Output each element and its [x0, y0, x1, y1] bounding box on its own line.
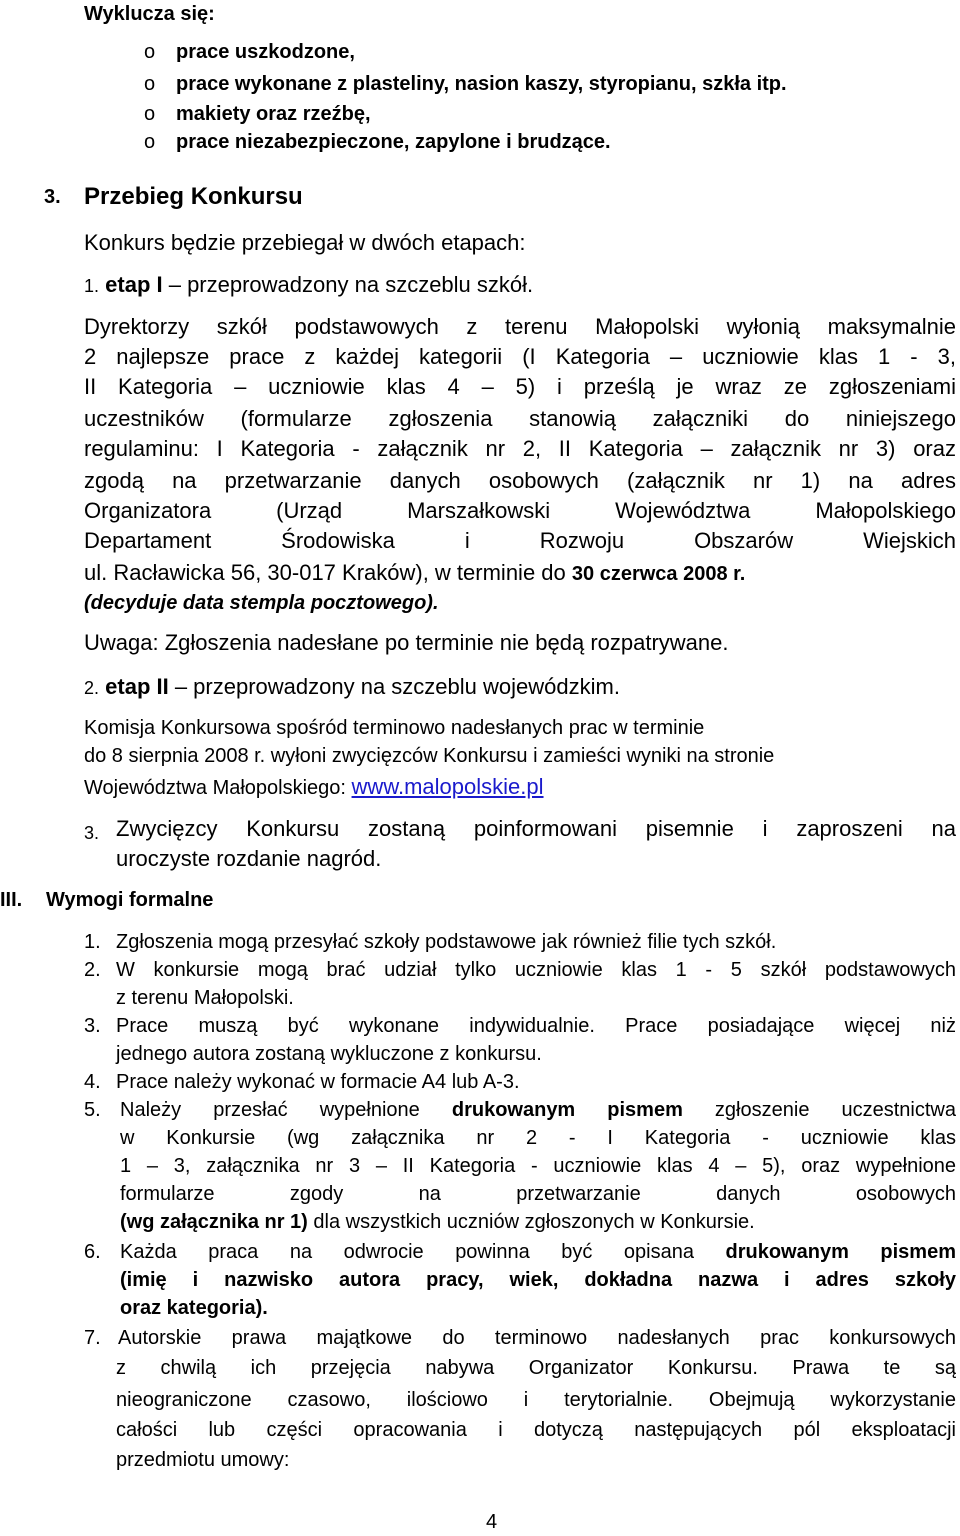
paragraph-line: II Kategoria – uczniowie klas 4 – 5) i prześlą je wraz ze zgłoszeniami — [84, 374, 956, 399]
requirement-number: 7. — [84, 1327, 101, 1349]
requirement-line — [120, 1096, 956, 1124]
stage-2-number: 2. — [84, 678, 100, 698]
section-iii-title: Wymogi formalne — [46, 889, 214, 911]
paragraph-line: uczestników (formularze zgłoszenia stanowią załączniki do niniejszego — [84, 406, 956, 431]
requirement-line: z terenu Małopolski. — [116, 987, 294, 1009]
requirement-number: 5. — [84, 1099, 101, 1121]
stage-2-label: etap II — [105, 674, 169, 699]
commission-line-link — [84, 772, 544, 803]
point-3-line: uroczyste rozdanie nagród. — [116, 846, 382, 871]
requirement-line: Zgłoszenia mogą przesyłać szkoły podstawowe jak również filie tych szkół. — [116, 931, 777, 953]
requirement-line: przedmiotu umowy: — [116, 1449, 290, 1471]
stage-1 — [84, 270, 533, 301]
requirement-text: zgłoszenie uczestnictwa — [682, 1099, 956, 1121]
requirement-number: 3. — [84, 1015, 101, 1037]
website-link[interactable]: www.malopolskie.pl — [351, 774, 544, 799]
paragraph-line: Dyrektorzy szkół podstawowych z terenu Małopolski wyłonią maksymalnie — [84, 314, 956, 339]
stage-2-text: – przeprowadzony na szczeblu wojewódzkim. — [168, 674, 620, 699]
excludes-item: makiety oraz rzeźbę, — [176, 103, 371, 125]
requirement-line: oraz kategoria). — [120, 1297, 268, 1319]
requirement-text: dla wszystkich uczniów zgłoszonych w Konkursie. — [307, 1211, 755, 1233]
requirement-line: 1 – 3, załącznika nr 3 – II Kategoria - uczniowie klas 4 – 5), oraz wypełnione — [120, 1155, 956, 1177]
requirement-line: formularze zgody na przetwarzanie danych osobowych — [120, 1183, 956, 1205]
excludes-item: prace uszkodzone, — [176, 41, 355, 63]
section-3-number: 3. — [44, 186, 61, 208]
paragraph-line: 2 najlepsze prace z każdej kategorii (I Kategoria – uczniowie klas 1 - 3, — [84, 344, 956, 369]
commission-text: Województwa Małopolskiego: — [84, 777, 352, 799]
excludes-heading: Wyklucza się: — [84, 3, 215, 25]
requirement-line: całości lub części opracowania i dotyczą następujących pól eksploatacji — [116, 1419, 956, 1441]
requirement-line — [120, 1208, 755, 1236]
paragraph-line: regulaminu: I Kategoria - załącznik nr 2, II Kategoria – załącznik nr 3) oraz — [84, 436, 956, 461]
excludes-item: prace wykonane z plasteliny, nasion kaszy, styropianu, szkła itp. — [176, 73, 787, 95]
commission-line: Komisja Konkursowa spośród terminowo nadesłanych prac w terminie — [84, 717, 705, 739]
requirement-line: Prace muszą być wykonane indywidualnie. Prace posiadające więcej niż — [116, 1015, 956, 1037]
requirement-bold: (wg załącznika nr 1) — [120, 1211, 308, 1233]
stage-1-number: 1. — [84, 276, 100, 296]
section-3-title: Przebieg Konkursu — [84, 183, 303, 210]
section-3-intro: Konkurs będzie przebiegał w dwóch etapach: — [84, 230, 526, 255]
commission-line: do 8 sierpnia 2008 r. wyłoni zwycięzców Konkursu i zamieści wyniki na stronie — [84, 745, 775, 767]
stage-2 — [84, 672, 620, 703]
point-3-number: 3. — [84, 823, 100, 843]
point-3-line: Zwycięzcy Konkursu zostaną poinformowani pisemnie i zaproszeni na — [116, 816, 956, 841]
requirement-line: W konkursie mogą brać udział tylko uczniowie klas 1 - 5 szkół podstawowych — [116, 959, 956, 981]
requirement-bold: drukowanym pismem — [451, 1099, 683, 1121]
requirement-line — [120, 1238, 956, 1266]
requirement-line: z chwilą ich przejęcia nabywa Organizator Konkursu. Prawa te są — [116, 1357, 956, 1379]
requirement-bold: drukowanym pismem — [725, 1241, 956, 1263]
excludes-item: prace niezabezpieczone, zapylone i brudzące. — [176, 131, 611, 153]
requirement-number: 1. — [84, 931, 101, 953]
paragraph-line: Departament Środowiska i Rozwoju Obszarów Wiejskich — [84, 528, 956, 553]
requirement-line: w Konkursie (wg załącznika nr 2 - I Kategoria - uczniowie klas — [120, 1127, 956, 1149]
excludes-bullet: o — [144, 73, 156, 95]
paragraph-line: Organizatora (Urząd Marszałkowski Województwa Małopolskiego — [84, 498, 956, 523]
postmark-note: (decyduje data stempla pocztowego). — [84, 592, 439, 614]
excludes-bullet: o — [144, 41, 156, 63]
requirement-text: Należy przesłać wypełnione — [120, 1099, 452, 1121]
requirement-line: Autorskie prawa majątkowe do terminowo nadesłanych prac konkursowych — [118, 1327, 956, 1349]
warning-note: Uwaga: Zgłoszenia nadesłane po terminie nie będą rozpatrywane. — [84, 630, 729, 655]
stage-1-text: – przeprowadzony na szczeblu szkół. — [162, 272, 534, 297]
excludes-bullet: o — [144, 103, 156, 125]
requirement-line: jednego autora zostaną wykluczone z konkursu. — [116, 1043, 542, 1065]
requirement-line: nieograniczone czasowo, ilościowo i terytorialnie. Obejmują wykorzystanie — [116, 1389, 956, 1411]
requirement-text: Każda praca na odwrocie powinna być opisana — [120, 1241, 726, 1263]
section-iii-number: III. — [0, 889, 23, 911]
paragraph-line: zgodą na przetwarzanie danych osobowych (załącznik nr 1) na adres — [84, 468, 956, 493]
requirement-number: 6. — [84, 1241, 101, 1263]
stage-1-label: etap I — [105, 272, 163, 297]
requirement-line: Prace należy wykonać w formacie A4 lub A-3. — [116, 1071, 520, 1093]
paragraph-line-deadline — [84, 558, 745, 589]
deadline-date: 30 czerwca 2008 r. — [571, 563, 746, 585]
deadline-text: ul. Racławicka 56, 30-017 Kraków), w terminie do — [84, 560, 572, 585]
excludes-bullet: o — [144, 131, 156, 153]
requirement-number: 2. — [84, 959, 101, 981]
requirement-line: (imię i nazwisko autora pracy, wiek, dokładna nazwa i adres szkoły — [120, 1269, 956, 1291]
requirement-number: 4. — [84, 1071, 101, 1093]
page-number: 4 — [486, 1511, 498, 1533]
